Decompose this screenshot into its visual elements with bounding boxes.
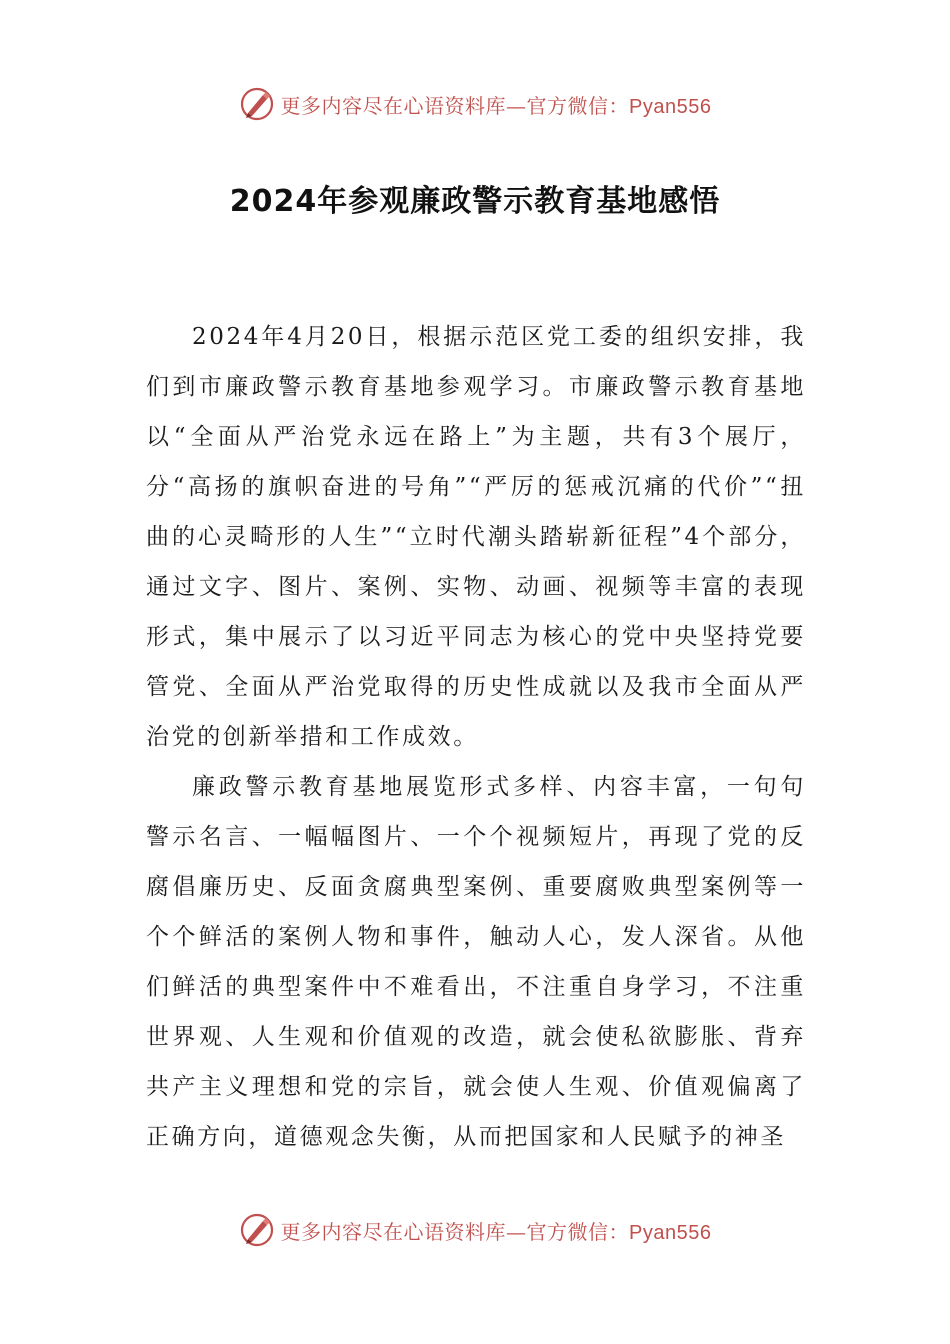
header-banner-text: 更多内容尽在心语资料库—官方微信： — [280, 93, 630, 118]
document-title: 2024年参观廉政警示教育基地感悟 — [229, 184, 721, 219]
header-banner-handle: Pyan556 — [629, 95, 712, 118]
paragraph-1: 2024年4月20日，根据示范区党工委的组织安排，我们到市廉政警示教育基地参观学习。市廉政警示教育基地以“全面从严治党永远在路上”为主题，共有3个展厅，分“高扬的旗帜奋进的号角”“严厉的惩戒沉痛的代价”“扭曲的心灵畸形的人生”“立时代潮头踏崭新征程”4个部分，通过文字、图片、案例、实物、动画、视频等丰富的表现形式，集中展示了以习近平同志为核心的党中央坚持党要管党、全面从严治党取得的历史性成就以及我市全面从严治党的创新举措和工作成效。 — [146, 324, 806, 750]
document-body — [146, 312, 806, 1162]
pen-logo-icon — [239, 86, 275, 122]
footer-banner-handle: Pyan556 — [629, 1221, 712, 1244]
pen-logo-icon — [239, 1212, 275, 1248]
footer-banner — [0, 1210, 950, 1250]
footer-banner-text: 更多内容尽在心语资料库—官方微信： — [280, 1219, 630, 1244]
paragraph-2: 廉政警示教育基地展览形式多样、内容丰富，一句句警示名言、一幅幅图片、一个个视频短片，再现了党的反腐倡廉历史、反面贪腐典型案例、重要腐败典型案例等一个个鲜活的案例人物和事件，触动人心，发人深省。从他们鲜活的典型案件中不难看出，不注重自身学习，不注重世界观、人生观和价值观的改造，就会使私欲膨胀、背弃共产主义理想和党的宗旨，就会使人生观、价值观偏离了正确方向，道德观念失衡，从而把国家和人民赋予的神圣 — [146, 774, 806, 1150]
header-banner — [0, 84, 950, 124]
